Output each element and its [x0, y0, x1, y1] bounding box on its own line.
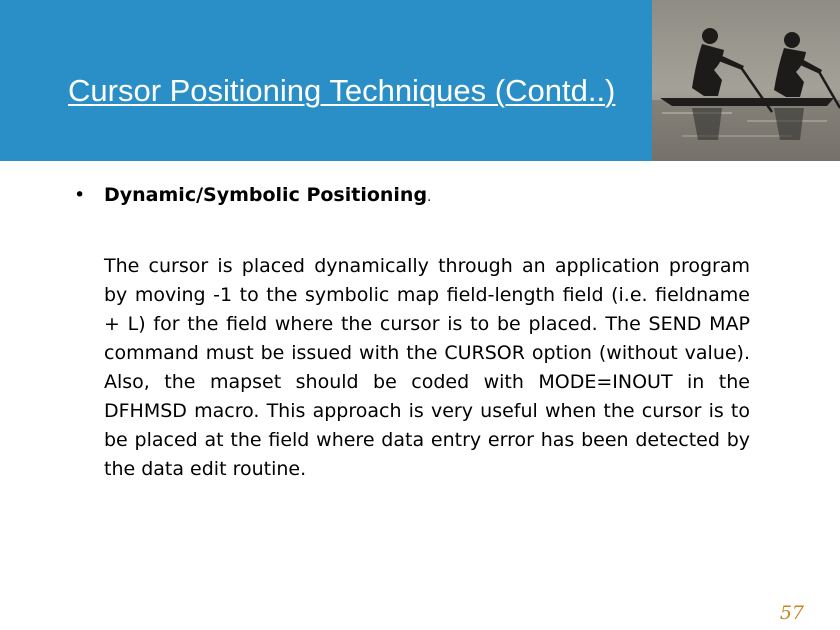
rowers-silhouette-photo: [652, 0, 840, 161]
slide-title: Cursor Positioning Techniques (Contd..): [68, 73, 616, 108]
page-number: 57: [779, 602, 804, 624]
bullet-trailing-period: .: [427, 190, 432, 205]
bullet-text: [104, 182, 431, 211]
bullet-heading: Dynamic/Symbolic Positioning: [104, 184, 428, 206]
body-paragraph: The cursor is placed dynamically through an application program by moving -1 to the symbolic map field-length field (i.e. fieldname + L) for the field where the cursor is to be placed. The SEND MAP command must be issued with the CURSOR option (without value). Also, the mapset should be coded with MODE=INOUT in the DFHMSD macro. This approach is very useful when the cursor is to be placed at the field where data entry error has been detected by the data edit routine.: [104, 255, 750, 480]
bullet-marker: •: [74, 184, 86, 206]
